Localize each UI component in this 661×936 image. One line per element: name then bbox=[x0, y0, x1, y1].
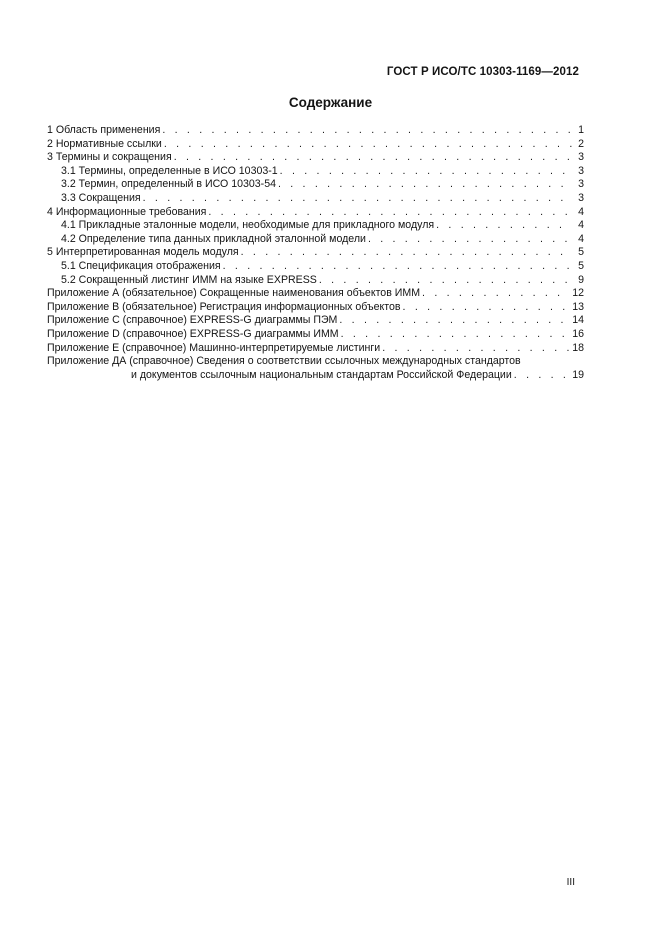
page-number: III bbox=[566, 877, 575, 888]
dot-leader bbox=[164, 138, 572, 152]
toc-entry-text: 5.2 Сокращенный листинг ИММ на языке EXPRESS bbox=[61, 273, 317, 286]
toc-entry-page: 3 bbox=[578, 151, 584, 164]
dot-leader bbox=[341, 328, 571, 342]
toc-entry-page: 2 bbox=[578, 137, 584, 150]
toc-appendix[interactable] bbox=[47, 287, 584, 301]
toc-entry-text: Приложение А (обязательное) Сокращенные наименования объектов ИММ bbox=[47, 287, 421, 300]
toc-subentry[interactable] bbox=[47, 233, 584, 247]
dot-leader bbox=[278, 178, 572, 192]
toc-entry[interactable] bbox=[47, 138, 584, 152]
dot-leader bbox=[422, 287, 570, 301]
toc-entry-text: 3.2 Термин, определенный в ИСО 10303-54 bbox=[61, 178, 276, 191]
dot-leader bbox=[514, 369, 570, 383]
toc-subentry[interactable] bbox=[47, 178, 584, 192]
toc-entry-page: 3 bbox=[578, 191, 584, 204]
toc-entry[interactable] bbox=[47, 206, 584, 220]
toc-subentry[interactable] bbox=[47, 192, 584, 206]
toc-entry-text: Приложение D (справочное) EXPRESS-G диаграммы ИММ bbox=[47, 327, 339, 340]
toc-subentry[interactable] bbox=[47, 165, 584, 179]
document-header: ГОСТ Р ИСО/ТС 10303-1169—2012 bbox=[386, 66, 579, 78]
toc-entry[interactable] bbox=[47, 124, 584, 138]
toc-entry[interactable] bbox=[47, 246, 584, 260]
toc-entry-page: 19 bbox=[572, 368, 584, 381]
toc-entry-text: 5.1 Спецификация отображения bbox=[61, 259, 221, 272]
toc-entry-text: Приложение Е (справочное) Машинно-интерпретируемые листинги bbox=[47, 341, 381, 354]
toc-entry-text: 3.1 Термины, определенные в ИСО 10303-1 bbox=[61, 164, 278, 177]
toc-entry-text-line2: и документов ссылочным национальным стандартам Российской Федерации bbox=[131, 368, 512, 381]
toc-entry[interactable] bbox=[47, 151, 584, 165]
toc-entry-page: 4 bbox=[578, 219, 584, 232]
table-of-contents bbox=[47, 124, 584, 382]
dot-leader bbox=[339, 314, 570, 328]
toc-entry-text: 3 Термины и сокращения bbox=[47, 151, 172, 164]
toc-entry-text: Приложение В (обязательное) Регистрация информационных объектов bbox=[47, 300, 401, 313]
toc-entry-page: 16 bbox=[572, 327, 584, 340]
toc-entry-text: 5 Интерпретированная модель модуля bbox=[47, 246, 239, 259]
dot-leader bbox=[368, 233, 572, 247]
toc-entry-page: 12 bbox=[572, 287, 584, 300]
toc-entry-page: 18 bbox=[572, 341, 584, 354]
toc-entry-page: 14 bbox=[572, 314, 584, 327]
dot-leader bbox=[436, 219, 572, 233]
toc-appendix-multiline[interactable] bbox=[47, 355, 584, 382]
toc-entry-page: 4 bbox=[578, 232, 584, 245]
toc-entry-text: Приложение С (справочное) EXPRESS-G диаграммы ПЭМ bbox=[47, 314, 338, 327]
toc-title: Содержание bbox=[288, 95, 373, 110]
toc-appendix[interactable] bbox=[47, 342, 584, 356]
toc-entry-text: 3.3 Сокращения bbox=[61, 191, 141, 204]
toc-entry-page: 3 bbox=[578, 164, 584, 177]
toc-entry-page: 5 bbox=[578, 246, 584, 259]
toc-entry-page: 9 bbox=[578, 273, 584, 286]
toc-appendix[interactable] bbox=[47, 314, 584, 328]
toc-subentry[interactable] bbox=[47, 219, 584, 233]
toc-entry-text: 1 Область применения bbox=[47, 124, 161, 136]
dot-leader bbox=[319, 274, 572, 288]
dot-leader bbox=[280, 165, 572, 179]
toc-entry-text: 2 Нормативные ссылки bbox=[47, 137, 162, 150]
toc-entry-page: 5 bbox=[578, 259, 584, 272]
toc-appendix[interactable] bbox=[47, 328, 584, 342]
dot-leader bbox=[403, 301, 571, 315]
dot-leader bbox=[143, 192, 572, 206]
toc-entry-page: 3 bbox=[578, 178, 584, 191]
toc-entry-text: 4.1 Прикладные эталонные модели, необходимые для прикладного модуля bbox=[61, 219, 435, 232]
toc-subentry[interactable] bbox=[47, 274, 584, 288]
toc-entry-page: 13 bbox=[572, 300, 584, 313]
toc-entry-text: 4 Информационные требования bbox=[47, 205, 207, 218]
dot-leader bbox=[241, 246, 572, 260]
toc-subentry[interactable] bbox=[47, 260, 584, 274]
dot-leader bbox=[174, 151, 572, 165]
toc-entry-page: 4 bbox=[578, 205, 584, 218]
dot-leader bbox=[208, 206, 572, 220]
toc-entry-text-line1: Приложение ДА (справочное) Сведения о соответствии ссылочных международных стандартов bbox=[47, 355, 521, 368]
toc-entry-page: 1 bbox=[578, 124, 584, 136]
toc-entry-text: 4.2 Определение типа данных прикладной эталонной модели bbox=[61, 232, 366, 245]
dot-leader bbox=[223, 260, 572, 274]
dot-leader bbox=[382, 342, 570, 356]
toc-appendix[interactable] bbox=[47, 301, 584, 315]
dot-leader bbox=[162, 124, 572, 138]
